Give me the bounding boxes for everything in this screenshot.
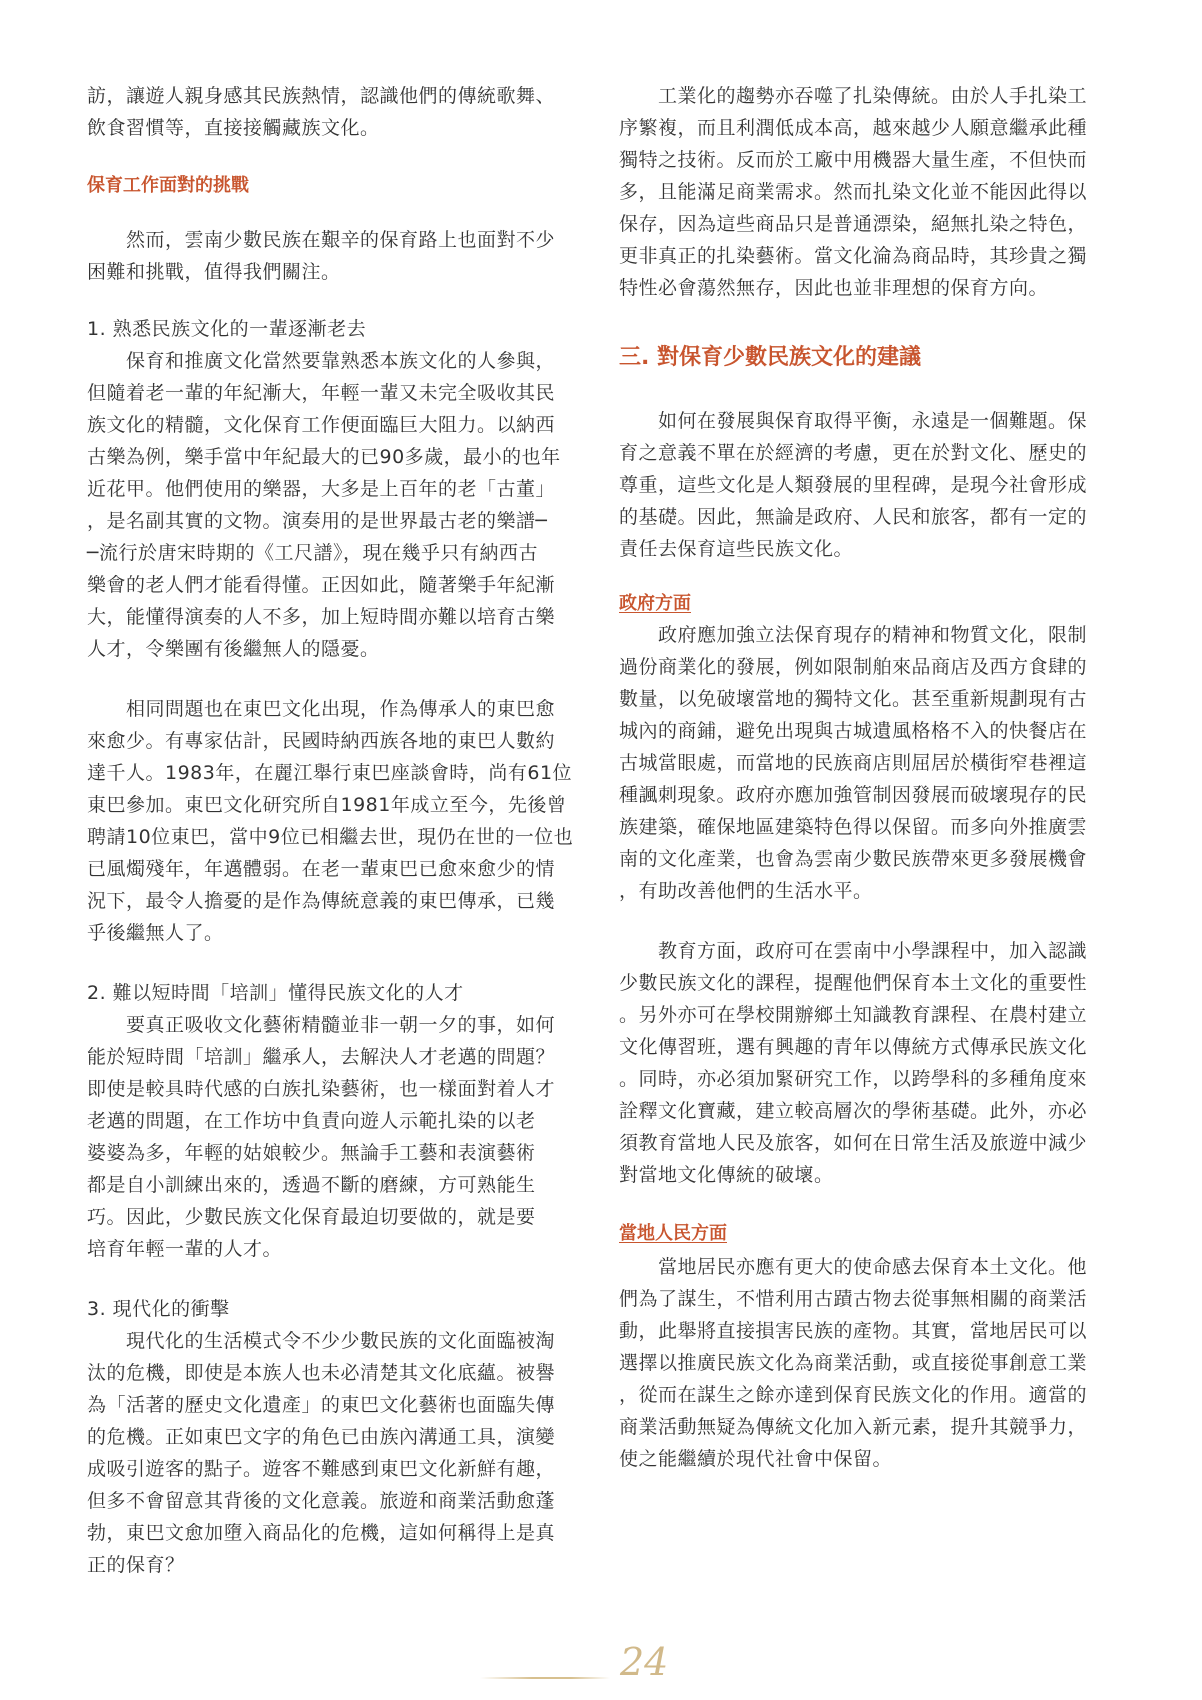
text-line: 使之能繼續於現代社會中保留。 xyxy=(619,1448,893,1470)
text-line: 古城當眼處，而當地的民族商店則屈居於橫街窄巷裡這 xyxy=(619,752,1088,774)
text-line: 古樂為例，樂手當中年紀最大的已90多歲，最小的也年 xyxy=(87,446,561,468)
text-line: 樂會的老人們才能看得懂。正因如此，隨著樂手年紀漸 xyxy=(87,574,556,596)
text-line: 須教育當地人民及旅客，如何在日常生活及旅遊中減少 xyxy=(619,1132,1088,1154)
text-line: 責任去保育這些民族文化。 xyxy=(619,538,854,560)
section-title: 三. 對保育少數民族文化的建議 xyxy=(619,345,922,370)
text-line: 族建築，確保地區建築特色得以保留。而多向外推廣雲 xyxy=(619,816,1088,838)
text-line: 來愈少。有專家估計，民國時納西族各地的東巴人數約 xyxy=(87,730,556,752)
text-line: 文化傳習班，選有興趣的青年以傳統方式傳承民族文化 xyxy=(619,1036,1088,1058)
text-line: 如何在發展與保育取得平衡，永遠是一個難題。保 xyxy=(619,410,1088,432)
text-line: 達千人。1983年，在麗江舉行東巴座談會時，尚有61位 xyxy=(87,762,573,784)
subsection-title-2: 2. 難以短時間「培訓」懂得民族文化的人才 xyxy=(87,982,464,1004)
text-line: 政府應加強立法保育現存的精神和物質文化，限制 xyxy=(619,624,1088,646)
text-line: 對當地文化傳統的破壞。 xyxy=(619,1164,834,1186)
text-line: 序繁複，而且利潤低成本高，越來越少人願意繼承此種 xyxy=(619,117,1088,139)
footer-rule xyxy=(480,1677,610,1679)
text-line: 婆婆為多，年輕的姑娘較少。無論手工藝和表演藝術 xyxy=(87,1142,536,1164)
text-line: 大，能懂得演奏的人不多，加上短時間亦難以培育古樂 xyxy=(87,606,556,628)
text-line: 巧。因此，少數民族文化保育最迫切要做的，就是要 xyxy=(87,1206,536,1228)
text-line: 多，且能滿足商業需求。然而扎染文化並不能因此得以 xyxy=(619,181,1088,203)
text-line: 詮釋文化寶藏，建立較高層次的學術基礎。此外，亦必 xyxy=(619,1100,1088,1122)
text-line: 南的文化產業，也會為雲南少數民族帶來更多發展機會 xyxy=(619,848,1088,870)
text-line: 育之意義不單在於經濟的考慮，更在於對文化、歷史的 xyxy=(619,442,1088,464)
subsection-title-1: 1. 熟悉民族文化的一輩逐漸老去 xyxy=(87,318,367,340)
text-line: ，有助改善他們的生活水平。 xyxy=(619,880,873,902)
text-line: 現代化的生活模式令不少少數民族的文化面臨被淘 xyxy=(87,1330,556,1352)
text-line: 能於短時間「培訓」繼承人，去解決人才老邁的問題？ xyxy=(87,1046,556,1068)
text-line: 訪，讓遊人親身感其民族熱情，認識他們的傳統歌舞、 xyxy=(87,85,556,107)
challenges-heading: 保育工作面對的挑戰 xyxy=(87,175,249,196)
text-line: ，是名副其實的文物。演奏用的是世界最古老的樂譜─ xyxy=(87,510,548,532)
text-line: 更非真正的扎染藝術。當文化淪為商品時，其珍貴之獨 xyxy=(619,245,1088,267)
text-line: 培育年輕一輩的人才。 xyxy=(87,1238,283,1260)
text-line: ─流行於唐宋時期的《工尺譜》，現在幾乎只有納西古 xyxy=(87,542,538,564)
text-line: 近花甲。他們使用的樂器，大多是上百年的老「古董」 xyxy=(87,478,556,500)
text-line: 已風燭殘年，年邁體弱。在老一輩東巴已愈來愈少的情 xyxy=(87,858,556,880)
text-line: 勃，東巴文愈加墮入商品化的危機，這如何稱得上是真 xyxy=(87,1522,556,1544)
text-line: 教育方面，政府可在雲南中小學課程中，加入認識 xyxy=(619,940,1088,962)
text-line: 城內的商鋪，避免出現與古城遺風格格不入的快餐店在 xyxy=(619,720,1088,742)
text-line: 動，此舉將直接損害民族的產物。其實，當地居民可以 xyxy=(619,1320,1088,1342)
government-heading: 政府方面 xyxy=(619,593,691,614)
text-line: 困難和挑戰，值得我們關注。 xyxy=(87,261,341,283)
subsection-title-3: 3. 現代化的衝擊 xyxy=(87,1298,230,1320)
text-line: 飲食習慣等，直接接觸藏族文化。 xyxy=(87,117,380,139)
text-line: 老邁的問題，在工作坊中負責向遊人示範扎染的以老 xyxy=(87,1110,536,1132)
text-line: 乎後繼無人了。 xyxy=(87,922,224,944)
text-line: 的危機。正如東巴文字的角色已由族內溝通工具，演變 xyxy=(87,1426,556,1448)
text-line: 。另外亦可在學校開辦鄉土知識教育課程、在農村建立 xyxy=(619,1004,1088,1026)
text-line: 少數民族文化的課程，提醒他們保育本土文化的重要性 xyxy=(619,972,1088,994)
text-line: 獨特之技術。反而於工廠中用機器大量生產，不但快而 xyxy=(619,149,1088,171)
text-line: 族文化的精髓，文化保育工作便面臨巨大阻力。以納西 xyxy=(87,414,556,436)
text-line: 的基礎。因此，無論是政府、人民和旅客，都有一定的 xyxy=(619,506,1088,528)
text-line: 當地居民亦應有更大的使命感去保育本土文化。他 xyxy=(619,1256,1088,1278)
text-line: 們為了謀生，不惜利用古蹟古物去從事無相關的商業活 xyxy=(619,1288,1088,1310)
text-line: 東巴參加。東巴文化研究所自1981年成立至今，先後曾 xyxy=(87,794,567,816)
text-line: 選擇以推廣民族文化為商業活動，或直接從事創意工業 xyxy=(619,1352,1088,1374)
text-line: 正的保育？ xyxy=(87,1554,185,1576)
text-line: 都是自小訓練出來的，透過不斷的磨練，方可熟能生 xyxy=(87,1174,536,1196)
text-line: 相同問題也在東巴文化出現，作為傳承人的東巴愈 xyxy=(87,698,556,720)
text-line: 保育和推廣文化當然要靠熟悉本族文化的人參與， xyxy=(87,350,556,372)
local-people-heading: 當地人民方面 xyxy=(619,1223,727,1244)
text-line: 然而，雲南少數民族在艱辛的保育路上也面對不少 xyxy=(87,229,556,251)
text-line: 尊重，這些文化是人類發展的里程碑，是現今社會形成 xyxy=(619,474,1088,496)
text-line: 人才，令樂團有後繼無人的隱憂。 xyxy=(87,638,380,660)
text-line: 商業活動無疑為傳統文化加入新元素，提升其競爭力， xyxy=(619,1416,1088,1438)
text-line: 為「活著的歷史文化遺產」的東巴文化藝術也面臨失傳 xyxy=(87,1394,556,1416)
text-line: 但隨着老一輩的年紀漸大，年輕一輩又未完全吸收其民 xyxy=(87,382,556,404)
page-number: 24 xyxy=(620,1640,669,1684)
text-line: 成吸引遊客的點子。遊客不難感到東巴文化新鮮有趣， xyxy=(87,1458,556,1480)
text-line: ，從而在謀生之餘亦達到保育民族文化的作用。適當的 xyxy=(619,1384,1088,1406)
text-line: 即使是較具時代感的白族扎染藝術，也一樣面對着人才 xyxy=(87,1078,556,1100)
text-line: 工業化的趨勢亦吞噬了扎染傳統。由於人手扎染工 xyxy=(619,85,1088,107)
text-line: 種諷刺現象。政府亦應加強管制因發展而破壞現存的民 xyxy=(619,784,1088,806)
text-line: 要真正吸收文化藝術精髓並非一朝一夕的事，如何 xyxy=(87,1014,556,1036)
text-line: 況下，最令人擔憂的是作為傳統意義的東巴傳承，已幾 xyxy=(87,890,556,912)
text-line: 數量，以免破壞當地的獨特文化。甚至重新規劃現有古 xyxy=(619,688,1088,710)
text-line: 保存，因為這些商品只是普通漂染，絕無扎染之特色， xyxy=(619,213,1088,235)
text-line: 但多不會留意其背後的文化意義。旅遊和商業活動愈蓬 xyxy=(87,1490,556,1512)
text-line: 過份商業化的發展，例如限制舶來品商店及西方食肆的 xyxy=(619,656,1088,678)
text-line: 特性必會蕩然無存，因此也並非理想的保育方向。 xyxy=(619,277,1049,299)
text-line: 聘請10位東巴，當中9位已相繼去世，現仍在世的一位也 xyxy=(87,826,574,848)
text-line: 汰的危機，即使是本族人也未必清楚其文化底蘊。被譽 xyxy=(87,1362,556,1384)
text-line: 。同時，亦必須加緊研究工作，以跨學科的多種角度來 xyxy=(619,1068,1088,1090)
